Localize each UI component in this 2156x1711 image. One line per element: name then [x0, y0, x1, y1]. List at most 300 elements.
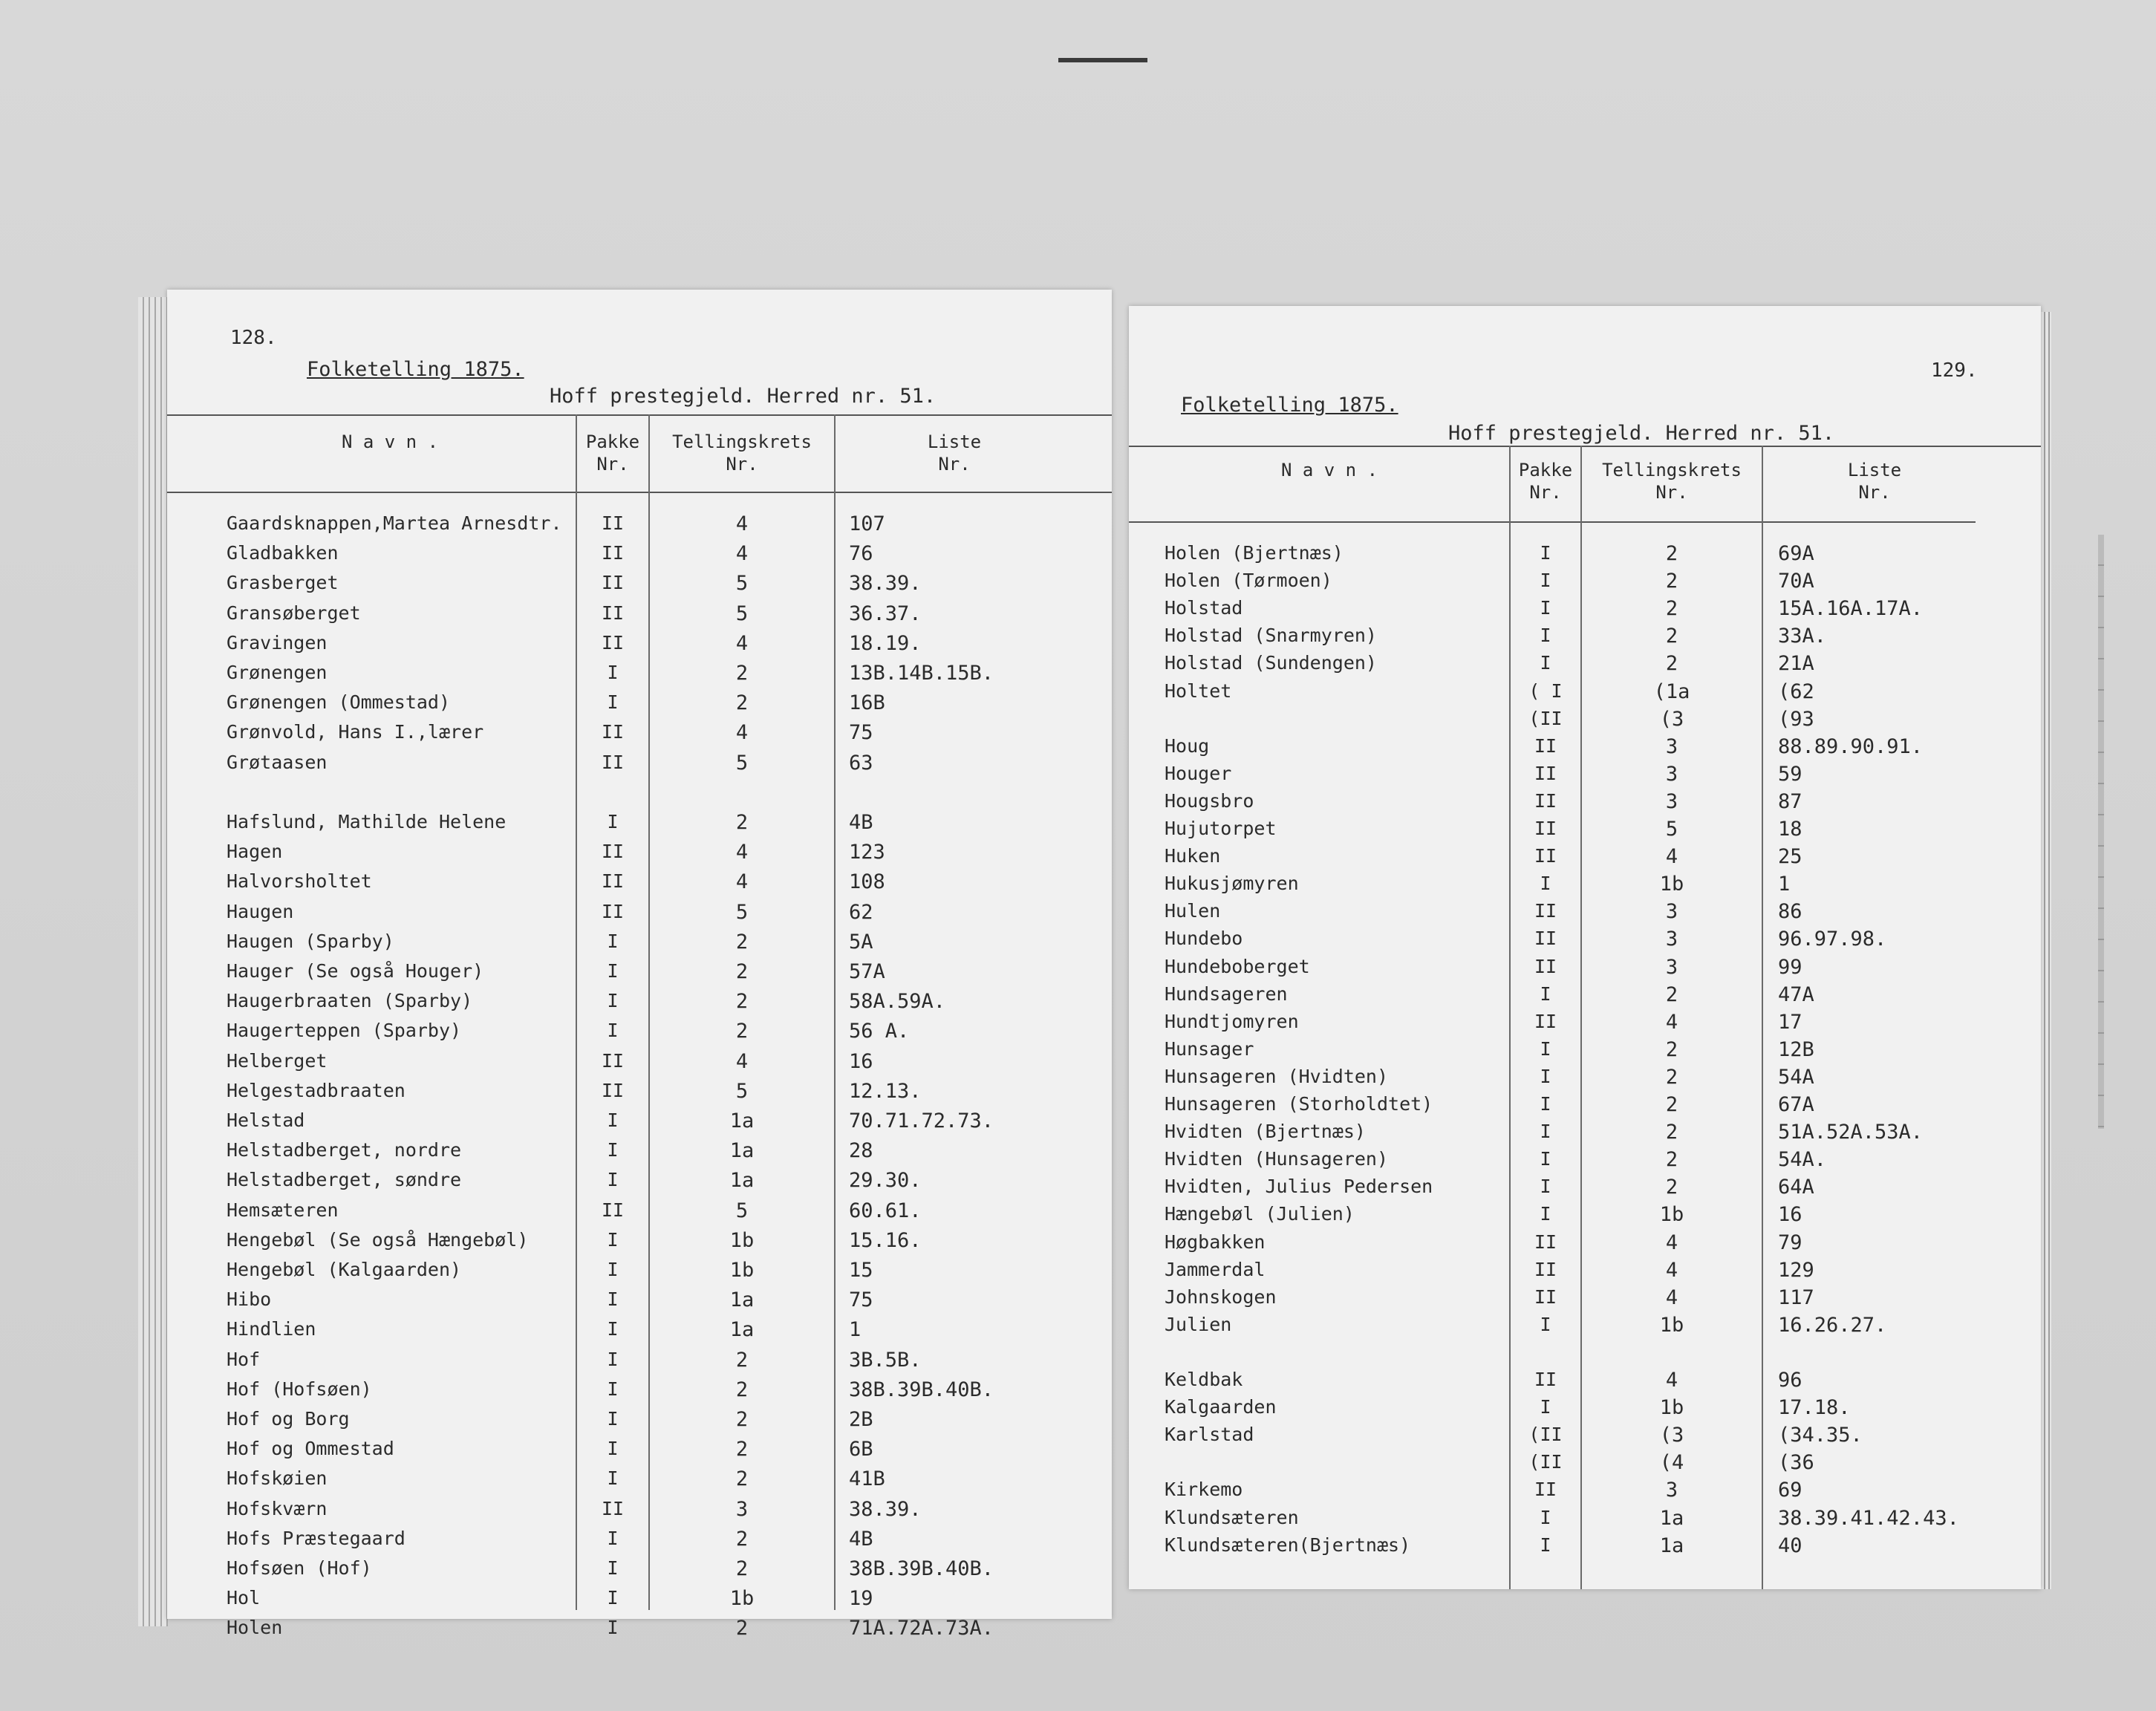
cell-pakke: II: [1534, 1231, 1557, 1253]
cell-liste: 63: [849, 751, 873, 775]
cell-navn: Kirkemo: [1165, 1479, 1243, 1501]
top-mark: [1058, 58, 1147, 62]
cell-pakke: I: [607, 691, 619, 714]
cell-krets: 2: [735, 1438, 749, 1461]
table-row: [1165, 708, 2033, 735]
cell-krets: 4: [735, 631, 749, 655]
cell-krets: (3: [1659, 707, 1684, 731]
table-row: [227, 1080, 1103, 1107]
table-row: [227, 1229, 1103, 1257]
cell-navn: Johnskogen: [1165, 1285, 1277, 1308]
cell-liste: 40: [1778, 1534, 1802, 1557]
cell-navn: Huken: [1165, 845, 1221, 867]
table-row: [1165, 818, 2033, 845]
cell-navn: Hujutorpet: [1165, 818, 1277, 839]
left-page: [167, 290, 1112, 1640]
cell-liste: 6B: [849, 1438, 873, 1461]
cell-liste: 117: [1778, 1285, 1814, 1309]
table-row: [1165, 1314, 2033, 1341]
cell-krets: 1b: [1659, 1203, 1684, 1227]
cell-navn: Hvidten (Hunsageren): [1165, 1148, 1389, 1170]
cell-krets: 1b: [1659, 1396, 1684, 1420]
cell-krets: 4: [735, 721, 749, 745]
cell-krets: 5: [735, 751, 749, 775]
table-row: [1165, 1396, 2033, 1424]
table-row: [227, 1498, 1103, 1525]
cell-navn: Helstad: [227, 1109, 305, 1131]
cell-liste: 88.89.90.91.: [1778, 734, 1924, 758]
cell-navn: Grønengen: [227, 662, 328, 683]
cell-navn: Hunsager: [1165, 1037, 1254, 1060]
cell-liste: 96: [1778, 1369, 1802, 1392]
cell-navn: Holen (Bjertnæs): [1165, 542, 1344, 564]
cell-liste: 60.61.: [849, 1199, 922, 1222]
cell-liste: 107: [849, 512, 885, 535]
cell-navn: Julien: [1165, 1313, 1232, 1335]
cell-navn: Holen (Tørmoen): [1165, 570, 1332, 592]
cell-pakke: II: [1534, 1479, 1557, 1501]
cell-navn: Holen: [227, 1617, 283, 1639]
cell-krets: 2: [1665, 1093, 1678, 1116]
cell-pakke: (II: [1528, 707, 1563, 729]
cell-pakke: I: [1540, 1313, 1551, 1335]
cell-krets: 1a: [729, 1318, 755, 1342]
cell-krets: 2: [1665, 597, 1678, 621]
cell-krets: 2: [735, 960, 749, 983]
cell-liste: 70.71.72.73.: [849, 1109, 994, 1132]
margin-mark: [2098, 535, 2104, 1129]
cell-krets: 2: [735, 1408, 749, 1431]
table-row: [1165, 1038, 2033, 1066]
cell-pakke: II: [601, 542, 625, 564]
page-number: 129.: [1931, 359, 1978, 382]
cell-krets: 1a: [729, 1109, 755, 1132]
cell-pakke: I: [1540, 1121, 1551, 1143]
cell-navn: Hvidten, Julius Pedersen: [1165, 1176, 1433, 1198]
cell-liste: 1: [1778, 873, 1791, 896]
cell-liste: 54A.: [1778, 1148, 1827, 1172]
cell-pakke: I: [1540, 652, 1551, 674]
table-row: [1165, 790, 2033, 818]
cell-pakke: I: [607, 1318, 619, 1340]
cell-krets: 2: [735, 1467, 749, 1491]
cell-krets: 2: [735, 1617, 749, 1640]
cell-navn: Hulen: [1165, 900, 1221, 922]
cell-liste: 108: [849, 870, 885, 894]
cell-navn: Holstad (Snarmyren): [1165, 625, 1377, 647]
cell-krets: 1a: [729, 1139, 755, 1163]
header-top-rule: [167, 414, 1112, 416]
table-row: [1165, 983, 2033, 1011]
cell-liste: 36.37.: [849, 602, 922, 625]
cell-pakke: I: [607, 1438, 619, 1460]
table-row: [227, 1139, 1103, 1167]
cell-liste: 29.30.: [849, 1169, 922, 1193]
cell-krets: 2: [735, 662, 749, 685]
cell-liste: 59: [1778, 762, 1802, 786]
cell-pakke: I: [607, 662, 619, 683]
cell-pakke: I: [607, 990, 619, 1012]
cell-krets: 3: [1665, 734, 1678, 758]
cell-pakke: I: [1540, 982, 1551, 1005]
cell-navn: Haugerteppen (Sparby): [227, 1020, 462, 1042]
cell-liste: 16.26.27.: [1778, 1313, 1887, 1337]
table-row: [227, 602, 1103, 630]
cell-liste: 47A: [1778, 982, 1814, 1006]
cell-liste: 15.16.: [849, 1228, 922, 1252]
cell-navn: Keldbak: [1165, 1369, 1243, 1390]
cell-navn: Jammerdal: [1165, 1258, 1266, 1280]
cell-liste: 4B: [849, 811, 873, 834]
cell-navn: Holstad (Sundengen): [1165, 652, 1377, 674]
cell-krets: 2: [1665, 542, 1678, 565]
cell-pakke: II: [601, 631, 625, 654]
cell-krets: 2: [1665, 1121, 1678, 1144]
table-row: [227, 1378, 1103, 1406]
cell-krets: 2: [1665, 1176, 1678, 1199]
cell-liste: 38.39.: [849, 572, 922, 596]
table-row: [1165, 735, 2033, 763]
cell-pakke: II: [1534, 734, 1557, 757]
cell-pakke: I: [607, 960, 619, 982]
cell-pakke: I: [1540, 570, 1551, 592]
cell-liste: 70A: [1778, 570, 1814, 593]
cell-liste: (36: [1778, 1451, 1814, 1475]
header-krets: Tellingskrets Nr.: [1602, 460, 1742, 503]
cell-liste: 15A.16A.17A.: [1778, 597, 1924, 621]
cell-navn: Haugen: [227, 900, 294, 922]
cell-navn: Hundtjomyren: [1165, 1010, 1299, 1032]
cell-krets: 1b: [729, 1259, 755, 1282]
cell-pakke: I: [1540, 1065, 1551, 1087]
cell-navn: Haugen (Sparby): [227, 930, 394, 952]
cell-pakke: II: [601, 512, 625, 534]
table-row: [1165, 1286, 2033, 1314]
cell-liste: 12B: [1778, 1037, 1814, 1061]
table-row: [1165, 1507, 2033, 1534]
cell-liste: 16: [1778, 1203, 1802, 1227]
cell-krets: 1b: [729, 1228, 755, 1252]
cell-liste: 1: [849, 1318, 862, 1342]
cell-liste: 38.39.41.42.43.: [1778, 1506, 1959, 1530]
cell-navn: Hof og Borg: [227, 1408, 350, 1430]
cell-krets: 5: [1665, 818, 1678, 841]
cell-navn: Hundsageren: [1165, 982, 1288, 1005]
table-row: [1165, 1066, 2033, 1093]
cell-krets: 2: [1665, 625, 1678, 648]
cell-pakke: II: [601, 1049, 625, 1072]
table-row: [227, 1557, 1103, 1585]
table-row: [1165, 1176, 2033, 1203]
table-row: [227, 1349, 1103, 1376]
cell-krets: 1a: [729, 1169, 755, 1193]
cell-navn: Grasberget: [227, 572, 339, 594]
cell-liste: 38.39.: [849, 1497, 922, 1521]
cell-krets: 3: [1665, 789, 1678, 813]
cell-pakke: II: [1534, 762, 1557, 784]
cell-navn: Hof (Hofsøen): [227, 1378, 372, 1400]
cell-krets: 2: [735, 930, 749, 954]
cell-navn: Holstad: [1165, 597, 1243, 619]
page-title: Folketelling 1875.: [1181, 394, 1398, 417]
cell-krets: 3: [1665, 762, 1678, 786]
cell-pakke: II: [601, 602, 625, 624]
cell-krets: 3: [1665, 1479, 1678, 1502]
cell-pakke: II: [601, 721, 625, 743]
table-row: [227, 841, 1103, 868]
cell-pakke: I: [607, 930, 619, 952]
cell-liste: 18.19.: [849, 631, 922, 655]
cell-pakke: I: [1540, 542, 1551, 564]
cell-navn: Hængebøl (Julien): [1165, 1203, 1355, 1225]
table-row: [227, 811, 1103, 838]
cell-pakke: I: [1540, 1037, 1551, 1060]
cell-pakke: II: [1534, 789, 1557, 812]
cell-krets: 2: [1665, 1065, 1678, 1089]
cell-krets: 2: [735, 1020, 749, 1043]
table-row: [1165, 1203, 2033, 1231]
cell-krets: 5: [735, 1079, 749, 1103]
table-row: [1165, 873, 2033, 900]
cell-liste: 21A: [1778, 652, 1814, 676]
cell-liste: 2B: [849, 1408, 873, 1431]
cell-krets: 4: [1665, 1010, 1678, 1034]
cell-pakke: II: [601, 1497, 625, 1519]
cell-liste: 58A.59A.: [849, 990, 946, 1014]
cell-liste: 4B: [849, 1527, 873, 1551]
right-page: [1129, 306, 2041, 1589]
table-row: [227, 990, 1103, 1017]
cell-liste: 5A: [849, 930, 873, 954]
table-row: [1165, 900, 2033, 928]
cell-pakke: I: [1540, 1506, 1551, 1528]
cell-liste: 56 A.: [849, 1020, 910, 1043]
table-row: [227, 572, 1103, 599]
cell-liste: 75: [849, 1288, 873, 1312]
cell-liste: (93: [1778, 707, 1814, 731]
cell-pakke: II: [1534, 955, 1557, 977]
cell-liste: 17: [1778, 1010, 1802, 1034]
cell-liste: 62: [849, 900, 873, 924]
cell-krets: 4: [1665, 1231, 1678, 1254]
cell-krets: 2: [735, 990, 749, 1014]
table-row: [1165, 1093, 2033, 1121]
cell-pakke: II: [601, 870, 625, 893]
cell-navn: Hvidten (Bjertnæs): [1165, 1121, 1366, 1143]
cell-navn: Hauger (Se også Houger): [227, 960, 484, 982]
table-row: [1165, 1231, 2033, 1259]
cell-navn: Houg: [1165, 734, 1210, 757]
cell-liste: 69A: [1778, 542, 1814, 565]
cell-krets: 2: [1665, 1148, 1678, 1172]
cell-pakke: I: [1540, 597, 1551, 619]
cell-navn: Helgestadbraaten: [227, 1079, 406, 1101]
cell-krets: 2: [735, 1557, 749, 1580]
cell-liste: 12.13.: [849, 1079, 922, 1103]
cell-pakke: II: [1534, 845, 1557, 867]
cell-liste: 18: [1778, 818, 1802, 841]
cell-pakke: II: [1534, 1369, 1557, 1390]
header-liste: Liste Nr.: [1847, 460, 1902, 503]
cell-krets: 3: [1665, 900, 1678, 924]
table-row: [227, 632, 1103, 659]
header-top-rule: [1129, 446, 2041, 447]
table-row: [227, 752, 1103, 779]
cell-pakke: I: [1540, 1148, 1551, 1170]
cell-krets: 4: [735, 1049, 749, 1073]
table-row: [227, 960, 1103, 988]
cell-navn: Hundebo: [1165, 928, 1243, 950]
cell-navn: Hof: [227, 1348, 261, 1370]
header-bottom-rule: [167, 492, 1112, 493]
cell-pakke: II: [601, 841, 625, 863]
table-row: [227, 1528, 1103, 1555]
table-row: [1165, 652, 2033, 679]
cell-liste: 17.18.: [1778, 1396, 1851, 1420]
cell-pakke: II: [1534, 1285, 1557, 1308]
cell-pakke: II: [1534, 900, 1557, 922]
cell-liste: 19: [849, 1587, 873, 1611]
cell-krets: 1b: [729, 1587, 755, 1611]
table-row: [1165, 1534, 2033, 1562]
table-row: [1165, 1148, 2033, 1176]
cell-navn: Houger: [1165, 762, 1232, 784]
cell-krets: 2: [1665, 652, 1678, 676]
table-row: [227, 1587, 1103, 1614]
cell-navn: Hof og Ommestad: [227, 1438, 394, 1460]
cell-pakke: II: [1534, 1010, 1557, 1032]
cell-liste: 25: [1778, 845, 1802, 869]
cell-navn: Hindlien: [227, 1318, 316, 1340]
cell-navn: Hemsæteren: [227, 1199, 339, 1221]
cell-pakke: II: [601, 1199, 625, 1221]
header-navn: N a v n .: [341, 431, 439, 452]
cell-navn: Helstadberget, nordre: [227, 1139, 462, 1161]
table-row: [227, 1259, 1103, 1286]
left-page-stack: [138, 297, 168, 1626]
cell-pakke: I: [1540, 1534, 1551, 1556]
cell-krets: 4: [735, 870, 749, 894]
cell-liste: 99: [1778, 955, 1802, 979]
cell-pakke: I: [607, 1557, 619, 1579]
cell-liste: 129: [1778, 1258, 1814, 1282]
cell-pakke: I: [1540, 1396, 1551, 1418]
header-liste: Liste Nr.: [927, 431, 982, 475]
table-row: [227, 1109, 1103, 1137]
table-row: [1165, 1121, 2033, 1148]
cell-krets: 2: [1665, 982, 1678, 1006]
cell-navn: Hol: [227, 1587, 261, 1609]
table-row: [1165, 845, 2033, 873]
cell-pakke: I: [607, 1169, 619, 1191]
header-navn: N a v n .: [1280, 460, 1378, 480]
table-row: [1165, 1259, 2033, 1286]
cell-pakke: II: [1534, 1258, 1557, 1280]
cell-navn: Hagen: [227, 841, 283, 863]
cell-liste: 33A.: [1778, 625, 1827, 648]
table-row: [227, 1408, 1103, 1435]
cell-pakke: II: [1534, 818, 1557, 839]
cell-liste: 64A: [1778, 1176, 1814, 1199]
table-row: [227, 870, 1103, 898]
table-row: [1165, 1451, 2033, 1479]
cell-pakke: II: [1534, 928, 1557, 950]
cell-liste: (62: [1778, 679, 1814, 703]
cell-pakke: I: [1540, 873, 1551, 895]
cell-navn: Hofsøen (Hof): [227, 1557, 372, 1579]
cell-pakke: ( I: [1528, 679, 1563, 702]
table-row: [227, 1199, 1103, 1227]
cell-navn: Hofskøien: [227, 1467, 328, 1490]
cell-navn: Hofskværn: [227, 1497, 328, 1519]
cell-pakke: I: [607, 1139, 619, 1161]
cell-navn: Hukusjømyren: [1165, 873, 1299, 895]
cell-krets: 4: [735, 542, 749, 566]
page-subtitle: Hoff prestegjeld. Herred nr. 51.: [1448, 422, 1835, 445]
cell-krets: 1b: [1659, 1313, 1684, 1337]
cell-pakke: II: [601, 572, 625, 594]
table-row: [1165, 542, 2033, 570]
cell-liste: 76: [849, 542, 873, 566]
cell-navn: Klundsæteren(Bjertnæs): [1165, 1534, 1411, 1556]
cell-liste: 71A.72A.73A.: [849, 1617, 994, 1640]
cell-pakke: I: [607, 811, 619, 832]
cell-pakke: I: [607, 1348, 619, 1370]
cell-krets: 5: [735, 1199, 749, 1222]
cell-pakke: I: [607, 1587, 619, 1609]
cell-pakke: I: [1540, 625, 1551, 647]
cell-pakke: (II: [1528, 1451, 1563, 1473]
page-subtitle: Hoff prestegjeld. Herred nr. 51.: [550, 385, 937, 408]
cell-liste: 28: [849, 1139, 873, 1163]
cell-liste: 41B: [849, 1467, 885, 1491]
cell-krets: (3: [1659, 1424, 1684, 1447]
cell-liste: 16B: [849, 691, 885, 715]
table-row: [227, 691, 1103, 719]
cell-navn: Hofs Præstegaard: [227, 1527, 406, 1549]
cell-navn: Grønvold, Hans I.,lærer: [227, 721, 484, 743]
cell-krets: 1a: [1659, 1534, 1684, 1557]
cell-liste: 38B.39B.40B.: [849, 1378, 994, 1401]
cell-navn: Grønengen (Ommestad): [227, 691, 451, 714]
cell-pakke: I: [607, 1617, 619, 1639]
cell-krets: 2: [1665, 1037, 1678, 1061]
cell-liste: 87: [1778, 789, 1802, 813]
page-title: Folketelling 1875.: [307, 358, 524, 381]
table-row: [227, 931, 1103, 958]
cell-navn: Hengebøl (Kalgaarden): [227, 1259, 462, 1280]
table-row: [1165, 1424, 2033, 1451]
cell-krets: (4: [1659, 1451, 1684, 1475]
cell-liste: 75: [849, 721, 873, 745]
cell-krets: 2: [735, 811, 749, 834]
cell-liste: 67A: [1778, 1093, 1814, 1116]
cell-navn: Holtet: [1165, 679, 1232, 702]
cell-navn: Helstadberget, søndre: [227, 1169, 462, 1191]
cell-krets: 4: [1665, 845, 1678, 869]
cell-krets: 4: [735, 841, 749, 864]
cell-krets: 2: [735, 1527, 749, 1551]
table-row: [227, 901, 1103, 928]
cell-navn: Gransøberget: [227, 602, 361, 624]
table-row: [1165, 1479, 2033, 1506]
cell-navn: Hibo: [227, 1288, 272, 1311]
cell-krets: 4: [1665, 1369, 1678, 1392]
cell-navn: Gaardsknappen,Martea Arnesdtr.: [227, 512, 562, 534]
cell-liste: 13B.14B.15B.: [849, 662, 994, 685]
right-page-stack: [2041, 312, 2051, 1589]
cell-liste: 79: [1778, 1231, 1802, 1254]
